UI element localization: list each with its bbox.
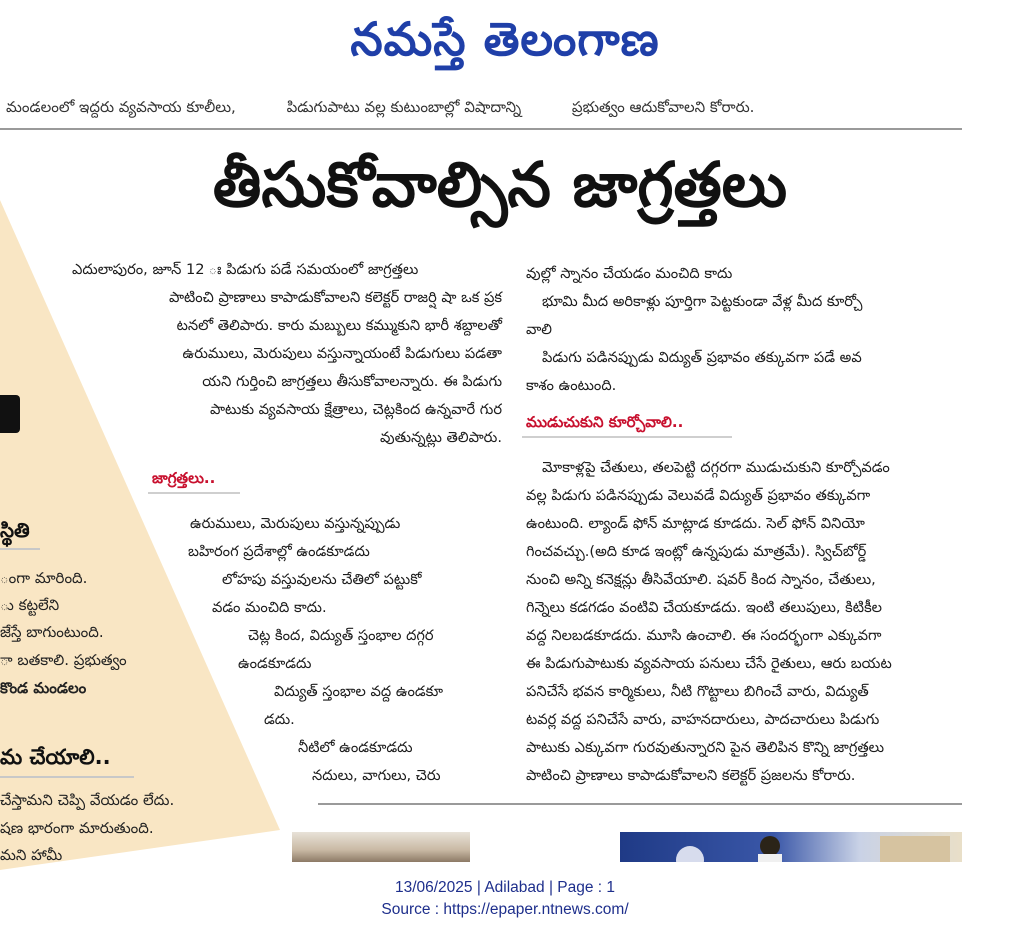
article-intro (72, 256, 502, 452)
text-line: వుల్లో స్నానం చేయడం మంచిది కాదు (526, 265, 733, 282)
left-column-line: మని హామీ (0, 846, 63, 864)
cropped-photo-left (292, 832, 470, 862)
left-column-heading: స్థితి (0, 518, 30, 542)
precaution-line: లోహపు వస్తువులను చేతిలో పట్టుకో (222, 571, 422, 588)
left-heading-underline (0, 776, 134, 778)
left-column-line: షణ భారంగా మారుతుంది. (0, 819, 154, 837)
left-heading-underline (0, 548, 40, 550)
text-line: మోకాళ్లపై చేతులు, తలపెట్టి దగ్గరగా ముడుచుకుని కూర్చోవడం (542, 459, 890, 476)
top-rule (0, 128, 962, 130)
bottom-rule (318, 803, 962, 805)
subheading-underline (148, 492, 240, 494)
article-column-2-top (526, 260, 956, 400)
precaution-line: వడం మంచిది కాదు. (212, 599, 327, 616)
subheading-crouch: ముడుచుకుని కూర్చోవాలి.. (526, 413, 684, 431)
subheading-precautions: జాగ్రత్తలు.. (152, 469, 216, 487)
strip-fragment: మండలంలో ఇద్దరు వ్యవసాయ కూలీలు, (6, 98, 236, 116)
text-line: టవర్ల వద్ద పనిచేసే వారు, వాహనదారులు, పాదచారులు పిడుగు (526, 711, 880, 728)
left-column-line: జేస్తే బాగుంటుంది. (0, 623, 104, 641)
left-column-line: ా బతకాలి. ప్రభుత్వం (0, 651, 127, 669)
text-line: ఈ పిడుగుపాటుకు వ్యవసాయ పనులు చేసే రైతులు, ఆరు బయట (526, 655, 892, 672)
precaution-line: విద్యుత్ స్తంభాల వద్ద ఉండకూ (274, 683, 444, 700)
left-column-heading: మ చేయాలి.. (0, 745, 111, 769)
photo-detail (620, 832, 962, 862)
left-dark-badge (0, 395, 20, 433)
precaution-line: బహిరంగ ప్రదేశాల్లో ఉండకూడదు (188, 543, 370, 560)
masthead-logo: నమస్తే తెలంగాణ (350, 12, 660, 66)
text-line: ఉరుములు, మెరుపులు వస్తున్నాయంటే పిడుగులు పడతా (182, 345, 502, 362)
text-line: నుంచి అన్ని కనెక్షన్లు తీసివేయాలి. షవర్ కింద స్నానం, చేతులు, (526, 571, 876, 588)
precaution-line: ఉరుములు, మెరుపులు వస్తున్నప్పుడు (190, 515, 401, 532)
text-line: వుతున్నట్లు తెలిపారు. (380, 429, 502, 446)
strip-fragment: పిడుగుపాటు వల్ల కుటుంబాల్లో విషాదాన్ని (286, 98, 522, 116)
strip-fragment: ప్రభుత్వం ఆదుకోవాలని కోరారు. (571, 98, 755, 116)
subheading-underline (522, 436, 732, 438)
precaution-line: నదులు, వాగులు, చెరు (312, 767, 441, 784)
text-line: వాలి (526, 321, 552, 338)
text-line: వద్ద నిలబడకూడదు. మూసి ఉంచాలి. ఈ సందర్భంగా ఎక్కువగా (526, 627, 882, 644)
text-line: ఎదులాపురం, జూన్ 12 ః పిడుగు పడే సమయంలో జాగ్రత్తలు (72, 261, 419, 278)
text-line: పాటుకు ఎక్కువగా గురవుతున్నారని పైన తెలిపిన కొన్ని జాగ్రత్తలు (526, 739, 885, 756)
precaution-line: డదు. (264, 711, 295, 728)
text-line: పాటుకు వ్యవసాయ క్షేత్రాలు, చెట్లకింద ఉన్నవారే గుర (210, 401, 502, 418)
article-headline: తీసుకోవాల్సిన జాగ్రత్తలు (212, 148, 788, 221)
text-line: భూమి మీద అరికాళ్లు పూర్తిగా పెట్టకుండా వేళ్ల మీద కూర్చో (542, 293, 863, 310)
left-column-line: కొండ మండలం (0, 679, 87, 697)
text-line: పిడుగు పడినప్పుడు విద్యుత్ ప్రభావం తక్కువగా పడే అవ (542, 349, 862, 366)
article-column-2-body (526, 454, 966, 790)
text-line: పనిచేసే భవన కార్మికులు, నీటి గొట్టాలు బిగించే వారు, విద్యుత్ (526, 683, 869, 700)
text-line: వల్ల పిడుగు పడినప్పుడు వెలువడే విద్యుత్ ప్రభావం తక్కువగా (526, 487, 871, 504)
cropped-photo-right (620, 832, 962, 862)
text-line: యని గుర్తించి జాగ్రత్తలు తీసుకోవాలన్నారు. ఈ పిడుగు (202, 373, 502, 390)
text-line: పాటించి ప్రాణాలు కాపాడుకోవాలని కలెక్టర్ ప్రజలను కోరారు. (526, 767, 856, 784)
previous-story-strip (0, 96, 960, 118)
text-line: గిన్నెలు కడగడం వంటివి చేయకూడదు. ఇంటి తలుపులు, కిటికీల (526, 599, 883, 616)
precaution-line: చెట్ల కింద, విద్యుత్ స్తంభాల దగ్గర (248, 627, 434, 644)
footer-edition-info: 13/06/2025 | Adilabad | Page : 1 (394, 879, 616, 896)
text-line: కాశం ఉంటుంది. (526, 377, 617, 394)
text-line: గించవచ్చు.(అది కూడ ఇంట్లో ఉన్నపుడు మాత్రమే). స్విచ్‌బోర్డ్ (526, 543, 867, 560)
left-column-line: ంగా మారింది. (0, 569, 88, 587)
precaution-line: నీటిలో ఉండకూడదు (298, 739, 413, 756)
text-line: పాటించి ప్రాణాలు కాపాడుకోవాలని కలెక్టర్ రాజర్షి షా ఒక ప్రక (168, 289, 502, 306)
footer-source-link[interactable]: Source : https://epaper.ntnews.com/ (381, 901, 629, 918)
left-column-line: చేస్తామని చెప్పి వేయడం లేదు. (0, 791, 175, 809)
text-line: ఉంటుంది. ల్యాండ్ ఫోన్ మాట్లాడ కూడదు. సెల్ ఫోన్ వినియో (526, 515, 865, 532)
text-line: టనలో తెలిపారు. కారు మబ్బులు కమ్ముకుని భారీ శబ్దాలతో (176, 317, 502, 334)
left-column-line: ు కట్టలేని (0, 596, 60, 614)
precaution-line: ఉండకూడదు (238, 655, 312, 672)
